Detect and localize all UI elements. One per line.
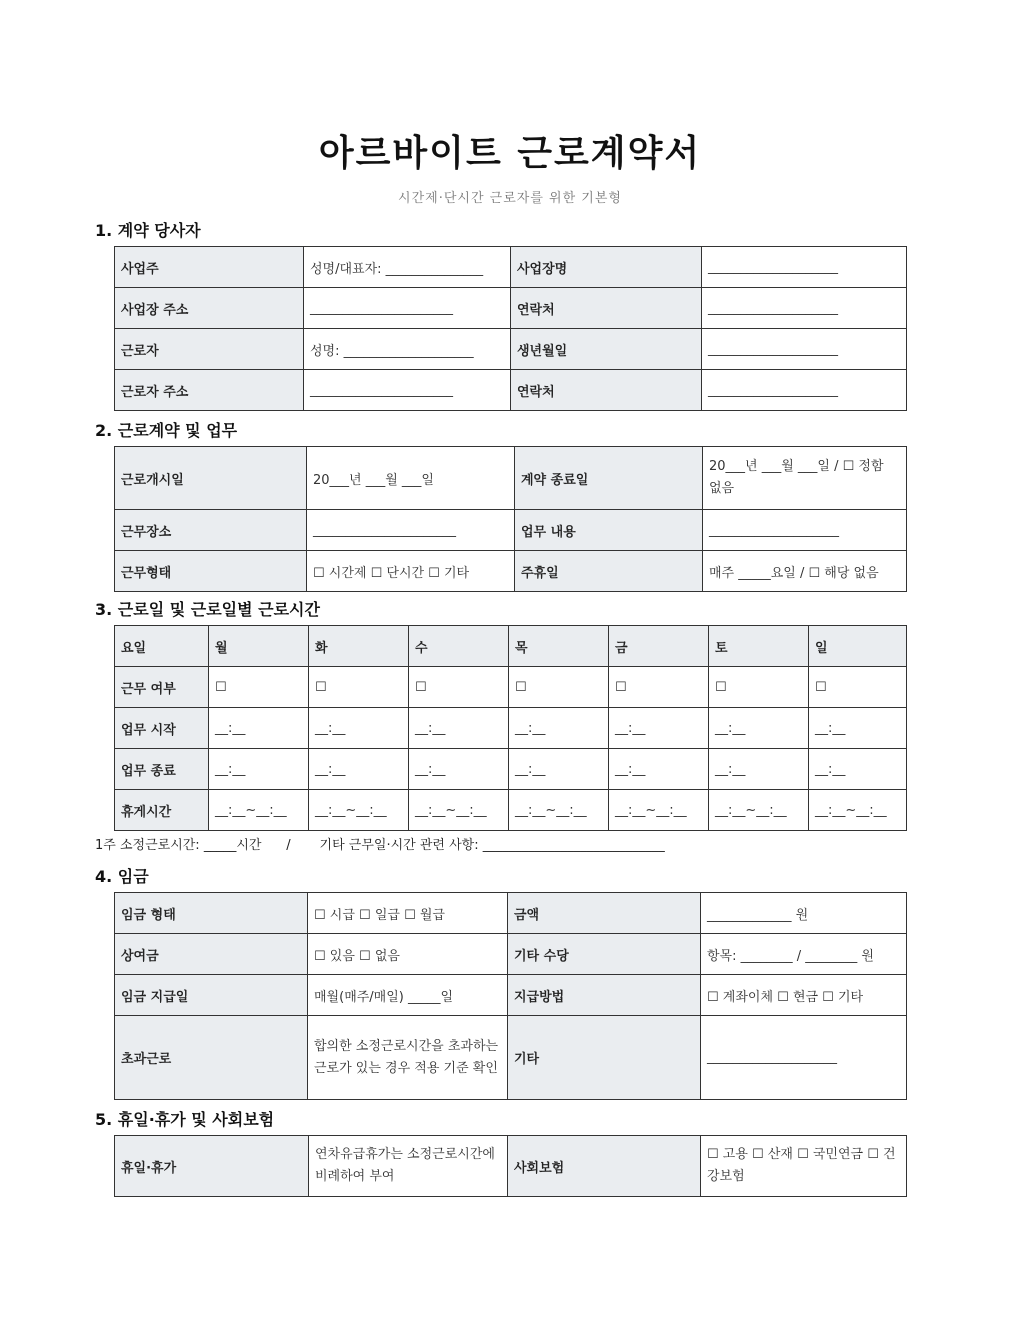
value-field[interactable]: _____________ 원 [701, 893, 907, 934]
end-time-field[interactable]: __:__ [309, 749, 409, 790]
label-cell: 근로개시일 [115, 447, 307, 510]
table-row [115, 790, 907, 831]
value-field[interactable]: ☐ 시급 ☐ 일급 ☐ 월급 [308, 893, 508, 934]
row-label: 근무 여부 [115, 667, 209, 708]
document-title: 아르바이트 근로계약서 [318, 133, 702, 174]
value-field[interactable]: ______________________ [304, 288, 511, 329]
end-time-field[interactable]: __:__ [809, 749, 907, 790]
workday-checkbox[interactable]: ☐ [809, 667, 907, 708]
label-cell: 지급방법 [508, 975, 701, 1016]
break-time-field[interactable]: __:__~__:__ [209, 790, 309, 831]
value-field[interactable]: 성명/대표자: _______________ [304, 247, 511, 288]
row-label: 업무 종료 [115, 749, 209, 790]
leave-insurance-table [114, 1135, 907, 1197]
schedule-table [114, 625, 907, 831]
row-label: 휴게시간 [115, 790, 209, 831]
section-heading-parties: 1. 계약 당사자 [95, 221, 201, 240]
value-field[interactable]: 20___년 ___월 ___일 [307, 447, 515, 510]
table-row [115, 708, 907, 749]
row-label: 업무 시작 [115, 708, 209, 749]
break-time-field[interactable]: __:__~__:__ [809, 790, 907, 831]
value-field[interactable]: 성명: ____________________ [304, 329, 511, 370]
break-time-field[interactable]: __:__~__:__ [609, 790, 709, 831]
value-field[interactable]: ______________________ [304, 370, 511, 411]
value-field[interactable]: ____________________ [701, 1016, 907, 1100]
section-heading-schedule: 3. 근로일 및 근로일별 근로시간 [95, 600, 320, 619]
day-header-thu: 목 [509, 626, 609, 667]
label-cell: 사업장명 [511, 247, 702, 288]
label-cell: 연락처 [511, 370, 702, 411]
label-cell: 임금 형태 [115, 893, 308, 934]
end-time-field[interactable]: __:__ [709, 749, 809, 790]
section-heading-contract: 2. 근로계약 및 업무 [95, 421, 238, 440]
header-cell: 요일 [115, 626, 209, 667]
start-time-field[interactable]: __:__ [809, 708, 907, 749]
document-subtitle: 시간제·단시간 근로자를 위한 기본형 [398, 191, 622, 206]
label-cell: 사업주 [115, 247, 304, 288]
value-field[interactable]: ____________________ [702, 370, 907, 411]
table-row [115, 1136, 907, 1197]
value-field[interactable]: 매주 _____요일 / ☐ 해당 없음 [703, 551, 907, 592]
label-cell: 근로자 주소 [115, 370, 304, 411]
break-time-field[interactable]: __:__~__:__ [409, 790, 509, 831]
label-cell: 근무장소 [115, 510, 307, 551]
contract-table [114, 446, 907, 592]
value-field[interactable]: 항목: ________ / ________ 원 [701, 934, 907, 975]
workday-checkbox[interactable]: ☐ [509, 667, 609, 708]
table-row [115, 510, 907, 551]
label-cell: 근무형태 [115, 551, 307, 592]
break-time-field[interactable]: __:__~__:__ [509, 790, 609, 831]
start-time-field[interactable]: __:__ [209, 708, 309, 749]
end-time-field[interactable]: __:__ [409, 749, 509, 790]
start-time-field[interactable]: __:__ [409, 708, 509, 749]
label-cell: 근로자 [115, 329, 304, 370]
day-header-sat: 토 [709, 626, 809, 667]
start-time-field[interactable]: __:__ [609, 708, 709, 749]
table-row [115, 749, 907, 790]
label-cell: 사회보험 [508, 1136, 701, 1197]
day-header-fri: 금 [609, 626, 709, 667]
end-time-field[interactable]: __:__ [209, 749, 309, 790]
value-field[interactable]: ____________________ [702, 288, 907, 329]
label-cell: 주휴일 [515, 551, 703, 592]
table-row [115, 1016, 907, 1100]
workday-checkbox[interactable]: ☐ [309, 667, 409, 708]
table-row [115, 934, 907, 975]
day-header-mon: 월 [209, 626, 309, 667]
start-time-field[interactable]: __:__ [509, 708, 609, 749]
weekly-hours-note[interactable]: 1주 소정근로시간: _____시간 / 기타 근무일·시간 관련 사항: ____________________________ [95, 838, 665, 853]
table-row [115, 329, 907, 370]
table-row [115, 370, 907, 411]
value-field[interactable]: 20___년 ___월 ___일 / ☐ 정함 없음 [703, 447, 907, 510]
workday-checkbox[interactable]: ☐ [609, 667, 709, 708]
table-row [115, 447, 907, 510]
wages-table [114, 892, 907, 1100]
break-time-field[interactable]: __:__~__:__ [709, 790, 809, 831]
overtime-note: 합의한 소정근로시간을 초과하는 근로가 있는 경우 적용 기준 확인 [308, 1016, 508, 1100]
table-row [115, 288, 907, 329]
label-cell: 연락처 [511, 288, 702, 329]
table-row [115, 975, 907, 1016]
start-time-field[interactable]: __:__ [709, 708, 809, 749]
workday-checkbox[interactable]: ☐ [209, 667, 309, 708]
label-cell: 생년월일 [511, 329, 702, 370]
value-field[interactable]: ☐ 있음 ☐ 없음 [308, 934, 508, 975]
insurance-checkboxes[interactable]: ☐ 고용 ☐ 산재 ☐ 국민연금 ☐ 건강보험 [701, 1136, 907, 1197]
break-time-field[interactable]: __:__~__:__ [309, 790, 409, 831]
start-time-field[interactable]: __:__ [309, 708, 409, 749]
value-field[interactable]: ____________________ [703, 510, 907, 551]
label-cell: 초과근로 [115, 1016, 308, 1100]
value-field[interactable]: ______________________ [307, 510, 515, 551]
label-cell: 기타 [508, 1016, 701, 1100]
value-field[interactable]: ☐ 시간제 ☐ 단시간 ☐ 기타 [307, 551, 515, 592]
label-cell: 사업장 주소 [115, 288, 304, 329]
value-field[interactable]: ____________________ [702, 329, 907, 370]
table-row [115, 247, 907, 288]
label-cell: 업무 내용 [515, 510, 703, 551]
day-header-sun: 일 [809, 626, 907, 667]
value-field[interactable]: 매월(매주/매일) _____일 [308, 975, 508, 1016]
label-cell: 계약 종료일 [515, 447, 703, 510]
label-cell: 금액 [508, 893, 701, 934]
parties-table [114, 246, 907, 411]
workday-checkbox[interactable]: ☐ [409, 667, 509, 708]
leave-note: 연차유급휴가는 소정근로시간에 비례하여 부여 [309, 1136, 508, 1197]
label-cell: 임금 지급일 [115, 975, 308, 1016]
section-heading-wages: 4. 임금 [95, 867, 149, 886]
day-header-tue: 화 [309, 626, 409, 667]
table-row [115, 893, 907, 934]
table-row [115, 667, 907, 708]
label-cell: 상여금 [115, 934, 308, 975]
value-field[interactable]: ☐ 계좌이체 ☐ 현금 ☐ 기타 [701, 975, 907, 1016]
table-row [115, 551, 907, 592]
day-header-wed: 수 [409, 626, 509, 667]
label-cell: 휴일·휴가 [115, 1136, 309, 1197]
end-time-field[interactable]: __:__ [509, 749, 609, 790]
value-field[interactable]: ____________________ [702, 247, 907, 288]
label-cell: 기타 수당 [508, 934, 701, 975]
table-header-row [115, 626, 907, 667]
end-time-field[interactable]: __:__ [609, 749, 709, 790]
workday-checkbox[interactable]: ☐ [709, 667, 809, 708]
section-heading-leave-insurance: 5. 휴일·휴가 및 사회보험 [95, 1110, 275, 1129]
